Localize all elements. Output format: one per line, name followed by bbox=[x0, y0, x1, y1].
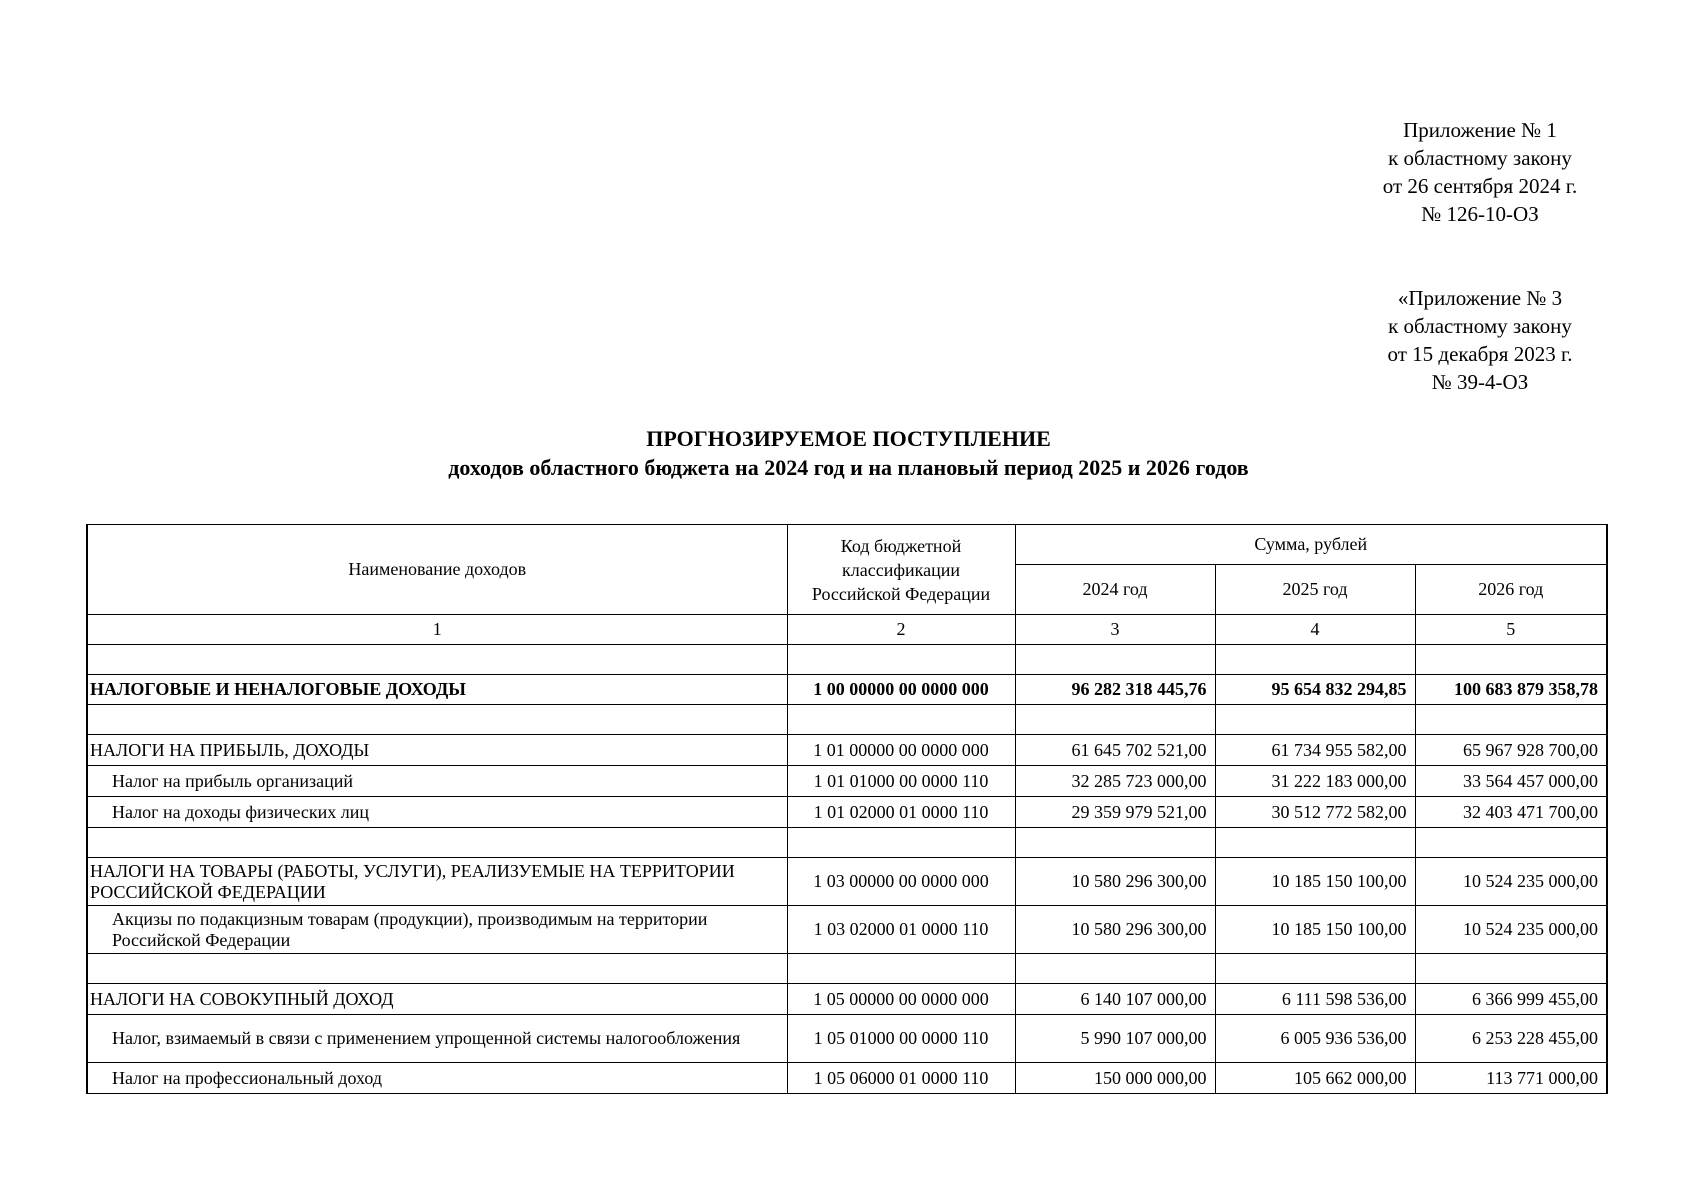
row-value-2025: 6 111 598 536,00 bbox=[1215, 984, 1415, 1015]
header-code: Код бюджетной классификации Российской Федерации bbox=[787, 525, 1015, 615]
spacer-row bbox=[87, 705, 1607, 735]
annex-1-line-4: № 126-10-ОЗ bbox=[1421, 202, 1539, 226]
row-code: 1 00 00000 00 0000 000 bbox=[787, 675, 1015, 705]
row-value-2026: 10 524 235 000,00 bbox=[1415, 858, 1607, 906]
row-code: 1 01 01000 00 0000 110 bbox=[787, 766, 1015, 797]
annex-1-line-3: от 26 сентября 2024 г. bbox=[1382, 174, 1578, 198]
column-number: 5 bbox=[1415, 615, 1607, 645]
document-subtitle: доходов областного бюджета на 2024 год и на плановый период 2025 и 2026 годов bbox=[448, 455, 1249, 480]
table-row bbox=[87, 797, 1607, 828]
column-number: 3 bbox=[1015, 615, 1215, 645]
row-code: 1 05 06000 01 0000 110 bbox=[787, 1063, 1015, 1094]
annex-1-line-2: к областному закону bbox=[1388, 146, 1572, 170]
annex-3-line-3: от 15 декабря 2023 г. bbox=[1387, 342, 1573, 366]
spacer-row bbox=[87, 645, 1607, 675]
row-value-2025: 31 222 183 000,00 bbox=[1215, 766, 1415, 797]
row-value-2025: 10 185 150 100,00 bbox=[1215, 906, 1415, 954]
row-value-2026: 6 366 999 455,00 bbox=[1415, 984, 1607, 1015]
header-sum: Сумма, рублей bbox=[1015, 525, 1607, 565]
header-year-2024: 2024 год bbox=[1015, 565, 1215, 615]
row-code: 1 03 00000 00 0000 000 bbox=[787, 858, 1015, 906]
row-name: Налог на доходы физических лиц bbox=[87, 797, 787, 828]
row-value-2024: 29 359 979 521,00 bbox=[1015, 797, 1215, 828]
row-code: 1 05 00000 00 0000 000 bbox=[787, 984, 1015, 1015]
column-number-row bbox=[87, 615, 1607, 645]
row-value-2024: 96 282 318 445,76 bbox=[1015, 675, 1215, 705]
row-value-2026: 32 403 471 700,00 bbox=[1415, 797, 1607, 828]
table-row bbox=[87, 766, 1607, 797]
row-value-2026: 33 564 457 000,00 bbox=[1415, 766, 1607, 797]
column-number: 2 bbox=[787, 615, 1015, 645]
row-value-2026: 65 967 928 700,00 bbox=[1415, 735, 1607, 766]
annex-3-line-4: № 39-4-ОЗ bbox=[1431, 370, 1529, 394]
row-value-2026: 100 683 879 358,78 bbox=[1415, 675, 1607, 705]
row-name: НАЛОГИ НА ТОВАРЫ (РАБОТЫ, УСЛУГИ), РЕАЛИЗУЕМЫЕ НА ТЕРРИТОРИИ РОССИЙСКОЙ ФЕДЕРАЦИИ bbox=[87, 858, 787, 906]
row-value-2024: 5 990 107 000,00 bbox=[1015, 1015, 1215, 1063]
table-row bbox=[87, 1015, 1607, 1063]
annex-1-block bbox=[1330, 116, 1630, 228]
table-row bbox=[87, 675, 1607, 705]
table-header-row bbox=[87, 525, 1607, 565]
row-name: Налог, взимаемый в связи с применением упрощенной системы налогообложения bbox=[87, 1015, 787, 1063]
row-value-2025: 6 005 936 536,00 bbox=[1215, 1015, 1415, 1063]
annex-3-line-2: к областному закону bbox=[1388, 314, 1572, 338]
revenue-table bbox=[86, 524, 1608, 1094]
row-value-2024: 10 580 296 300,00 bbox=[1015, 858, 1215, 906]
row-value-2024: 150 000 000,00 bbox=[1015, 1063, 1215, 1094]
spacer-row bbox=[87, 828, 1607, 858]
table-row bbox=[87, 984, 1607, 1015]
table-row bbox=[87, 906, 1607, 954]
row-value-2026: 6 253 228 455,00 bbox=[1415, 1015, 1607, 1063]
row-value-2024: 61 645 702 521,00 bbox=[1015, 735, 1215, 766]
row-name: НАЛОГИ НА ПРИБЫЛЬ, ДОХОДЫ bbox=[87, 735, 787, 766]
row-value-2024: 10 580 296 300,00 bbox=[1015, 906, 1215, 954]
row-name: НАЛОГОВЫЕ И НЕНАЛОГОВЫЕ ДОХОДЫ bbox=[87, 675, 787, 705]
annex-3-block bbox=[1330, 284, 1630, 396]
row-value-2024: 32 285 723 000,00 bbox=[1015, 766, 1215, 797]
row-name: Налог на профессиональный доход bbox=[87, 1063, 787, 1094]
table-row bbox=[87, 858, 1607, 906]
row-value-2025: 61 734 955 582,00 bbox=[1215, 735, 1415, 766]
row-name: Акцизы по подакцизным товарам (продукции), производимым на территории Российской Федерации bbox=[87, 906, 787, 954]
annex-3-line-1: «Приложение № 3 bbox=[1397, 286, 1563, 310]
row-value-2024: 6 140 107 000,00 bbox=[1015, 984, 1215, 1015]
header-year-2026: 2026 год bbox=[1415, 565, 1607, 615]
row-code: 1 05 01000 00 0000 110 bbox=[787, 1015, 1015, 1063]
row-value-2026: 113 771 000,00 bbox=[1415, 1063, 1607, 1094]
spacer-row bbox=[87, 954, 1607, 984]
row-value-2025: 105 662 000,00 bbox=[1215, 1063, 1415, 1094]
row-code: 1 01 00000 00 0000 000 bbox=[787, 735, 1015, 766]
annex-1-line-1: Приложение № 1 bbox=[1403, 118, 1557, 142]
row-code: 1 01 02000 01 0000 110 bbox=[787, 797, 1015, 828]
header-name: Наименование доходов bbox=[87, 525, 787, 615]
row-name: НАЛОГИ НА СОВОКУПНЫЙ ДОХОД bbox=[87, 984, 787, 1015]
table-row bbox=[87, 735, 1607, 766]
row-value-2026: 10 524 235 000,00 bbox=[1415, 906, 1607, 954]
table-row bbox=[87, 1063, 1607, 1094]
document-title: ПРОГНОЗИРУЕМОЕ ПОСТУПЛЕНИЕ bbox=[646, 426, 1051, 451]
row-value-2025: 95 654 832 294,85 bbox=[1215, 675, 1415, 705]
row-value-2025: 10 185 150 100,00 bbox=[1215, 858, 1415, 906]
column-number: 1 bbox=[87, 615, 787, 645]
row-name: Налог на прибыль организаций bbox=[87, 766, 787, 797]
row-value-2025: 30 512 772 582,00 bbox=[1215, 797, 1415, 828]
header-year-2025: 2025 год bbox=[1215, 565, 1415, 615]
column-number: 4 bbox=[1215, 615, 1415, 645]
row-code: 1 03 02000 01 0000 110 bbox=[787, 906, 1015, 954]
